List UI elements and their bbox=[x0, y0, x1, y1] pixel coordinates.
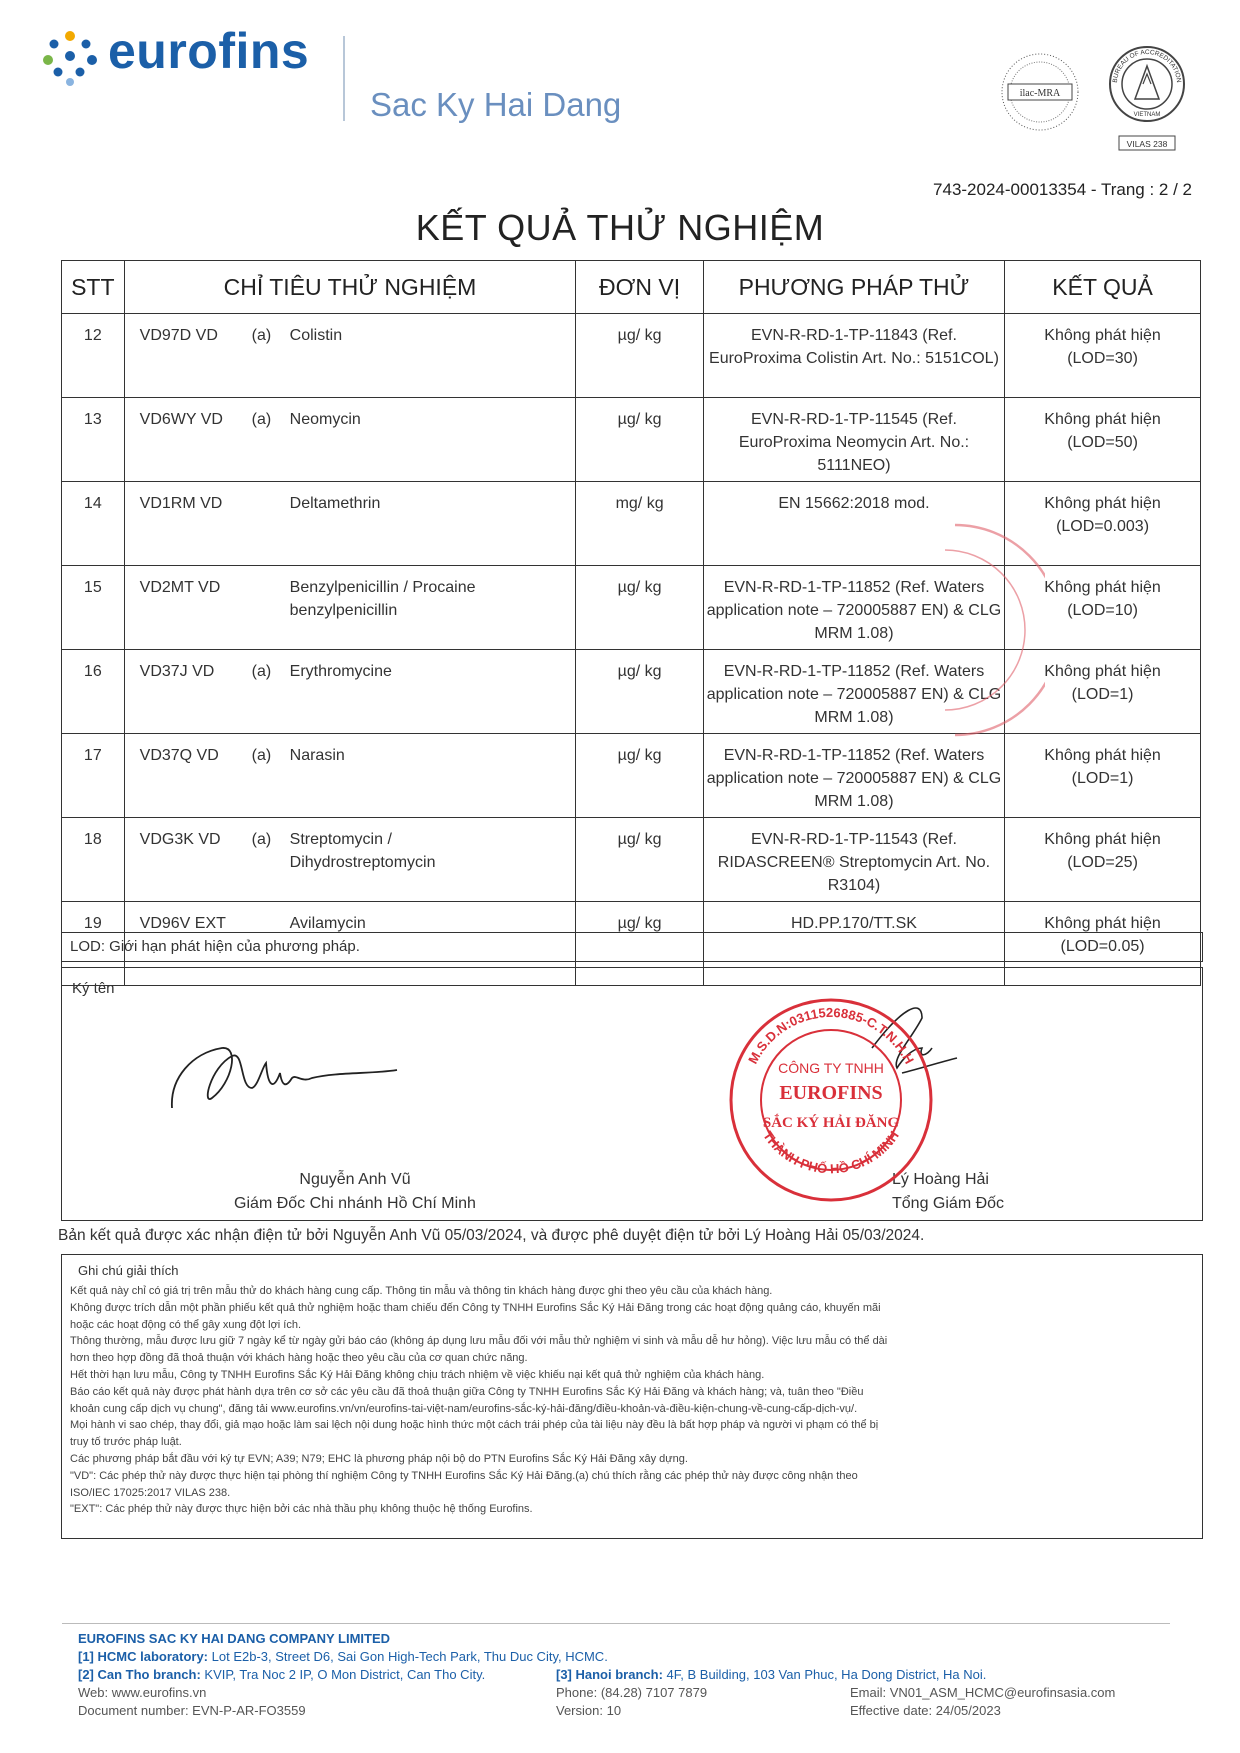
boa-accreditation-seal-icon bbox=[1107, 44, 1187, 156]
cell-test bbox=[124, 398, 576, 482]
note-line: hoặc các hoạt động có thể gây xung đột lợi ích. bbox=[70, 1318, 302, 1331]
footer-cantho-label: [2] Can Tho branch: bbox=[78, 1667, 201, 1682]
svg-text:M.S.D.N:0311526885-C.T.N.H.H bbox=[745, 1005, 917, 1066]
result-lod: (LOD=10) bbox=[1067, 602, 1138, 619]
cell-test bbox=[124, 734, 576, 818]
test-code: VD37Q VD bbox=[139, 747, 219, 764]
table-row bbox=[62, 818, 1201, 902]
eurofins-logo-icon bbox=[40, 28, 100, 88]
svg-text:THÀNH PHỐ HỒ CHÍ MINH bbox=[760, 1128, 902, 1176]
test-code: VD97D VD bbox=[139, 327, 218, 344]
result-lod: (LOD=1) bbox=[1071, 686, 1134, 703]
company-stamp-icon bbox=[726, 995, 936, 1205]
footer-hanoi-label: [3] Hanoi branch: bbox=[556, 1667, 663, 1682]
test-name: Benzylpenicillin / Procaine benzylpenicillin bbox=[289, 579, 476, 619]
result-value: Không phát hiện bbox=[1044, 495, 1161, 512]
cell-method: EVN-R-RD-1-TP-11852 (Ref. Waters application note – 720005887 EN) & CLG MRM 1.08) bbox=[703, 650, 1004, 734]
table-row bbox=[62, 734, 1201, 818]
footer-web: Web: www.eurofins.vn bbox=[78, 1685, 207, 1700]
footer-hanoi-address: 4F, B Building, 103 Van Phuc, Ha Dong District, Ha Noi. bbox=[666, 1667, 987, 1682]
note-line: truy tố trước pháp luật. bbox=[70, 1436, 182, 1449]
notes-section bbox=[61, 1254, 1203, 1539]
footer-phone: Phone: (84.28) 7107 7879 bbox=[556, 1685, 708, 1700]
footer-effective-date: Effective date: 24/05/2023 bbox=[850, 1703, 1001, 1718]
footer-divider bbox=[62, 1623, 1170, 1624]
col-header-method: PHƯƠNG PHÁP THỬ bbox=[703, 261, 1004, 314]
accreditation-mark: (a) bbox=[251, 411, 272, 428]
result-lod: (LOD=0.05) bbox=[1060, 938, 1145, 955]
note-line: Báo cáo kết quả này được phát hành dựa trên cơ sở các yêu cầu đã thoả thuận giữa Công ty TNHH Eurofins Sắc Ký Hải Đăng và khách hàng; và, tuân theo "Điều bbox=[70, 1385, 864, 1398]
footer-version: Version: 10 bbox=[556, 1703, 622, 1718]
electronic-confirmation: Bản kết quả được xác nhận điện tử bởi Nguyễn Anh Vũ 05/03/2024, và được phê duyệt điện tử bởi Lý Hoàng Hải 05/03/2024. bbox=[58, 1227, 925, 1244]
col-header-stt: STT bbox=[62, 261, 125, 314]
cell-test bbox=[124, 314, 576, 398]
stamp-bottom-text: THÀNH PHỐ HỒ CHÍ MINH bbox=[760, 1128, 902, 1177]
cell-result bbox=[1005, 818, 1201, 902]
signer-1-title: Giám Đốc Chi nhánh Hồ Chí Minh bbox=[234, 1195, 476, 1212]
table-header-row bbox=[62, 261, 1201, 314]
notes-title: Ghi chú giải thích bbox=[78, 1263, 179, 1278]
result-lod: (LOD=30) bbox=[1067, 350, 1138, 367]
signer-2-title: Tổng Giám Đốc bbox=[892, 1195, 1005, 1212]
cell-stt: 18 bbox=[62, 818, 125, 902]
signature-section bbox=[61, 967, 1203, 1221]
result-lod: (LOD=1) bbox=[1071, 770, 1134, 787]
note-line: khoản cung cấp dịch vụ chung", đăng tải www.eurofins.vn/vn/eurofins-tai-việt-nam/eurofins-sắc-ký-hải-đăng/điều-khoản-và-điều-kiện-chung-về-cung-cấp-dịch-vụ/. bbox=[70, 1402, 858, 1415]
notes-body bbox=[70, 1283, 1180, 1518]
result-value: Không phát hiện bbox=[1044, 747, 1161, 764]
cell-test bbox=[124, 818, 576, 902]
result-value: Không phát hiện bbox=[1044, 411, 1161, 428]
result-value: Không phát hiện bbox=[1044, 579, 1161, 596]
result-value: Không phát hiện bbox=[1044, 327, 1161, 344]
note-line: Thông thường, mẫu được lưu giữ 7 ngày kể từ ngày gửi báo cáo (không áp dụng lưu mẫu đối với mẫu thử nghiệm vi sinh và mẫu dễ hư hỏng). Việc lưu mẫu có thể dài bbox=[70, 1335, 888, 1348]
cell-unit: µg/ kg bbox=[576, 650, 703, 734]
footer-hanoi bbox=[556, 1667, 986, 1682]
result-lod: (LOD=0.003) bbox=[1056, 518, 1150, 535]
cell-unit: µg/ kg bbox=[576, 314, 703, 398]
footer-hcmc bbox=[78, 1649, 608, 1664]
cell-unit: mg/ kg bbox=[576, 482, 703, 566]
note-line: Không được trích dẫn một phần phiếu kết quả thử nghiệm hoặc tham chiếu đến Công ty TNHH Eurofins Sắc Ký Hải Đăng trong các hoạt động quảng cáo, khuyến mãi bbox=[70, 1301, 881, 1314]
test-code: VDG3K VD bbox=[139, 831, 221, 848]
boa-country: VIETNAM bbox=[1133, 112, 1161, 118]
footer-cantho bbox=[78, 1667, 485, 1682]
test-name: Deltamethrin bbox=[289, 495, 381, 512]
footer-cantho-address: KVIP, Tra Noc 2 IP, O Mon District, Can Tho City. bbox=[204, 1667, 486, 1682]
test-name: Colistin bbox=[289, 327, 343, 344]
footer-email: Email: VN01_ASM_HCMC@eurofinsasia.com bbox=[850, 1685, 1116, 1700]
cell-method: HD.PP.170/TT.SK bbox=[703, 902, 1004, 986]
accreditation-mark: (a) bbox=[251, 831, 272, 848]
test-code: VD37J VD bbox=[139, 663, 215, 680]
cell-test bbox=[124, 482, 576, 566]
result-lod: (LOD=25) bbox=[1067, 854, 1138, 871]
ilac-mra-seal-icon bbox=[998, 50, 1082, 134]
cell-unit: µg/ kg bbox=[576, 398, 703, 482]
note-line: ISO/IEC 17025:2017 VILAS 238. bbox=[70, 1486, 231, 1499]
cell-stt: 12 bbox=[62, 314, 125, 398]
subbrand: Sac Ky Hai Dang bbox=[370, 86, 622, 123]
cell-unit: µg/ kg bbox=[576, 818, 703, 902]
signer-1 bbox=[220, 1168, 490, 1216]
boa-ring-text: BUREAU OF ACCREDITATION bbox=[1111, 48, 1183, 84]
note-line: Mọi hành vi sao chép, thay đổi, giả mạo hoặc làm sai lệch nội dung hoặc hình thức một cách trái phép của tài liệu này đều là bất hợp pháp và người vi phạm có thể bị bbox=[70, 1419, 879, 1432]
result-lod: (LOD=50) bbox=[1067, 434, 1138, 451]
table-row bbox=[62, 398, 1201, 482]
result-value: Không phát hiện bbox=[1044, 915, 1161, 932]
brand-logo-text: eurofins bbox=[108, 23, 310, 79]
test-name: Avilamycin bbox=[289, 915, 366, 932]
signer-2-name: Lý Hoàng Hải bbox=[892, 1171, 989, 1188]
signature-label: Ký tên bbox=[72, 980, 115, 997]
accreditation-mark: (a) bbox=[251, 327, 272, 344]
cell-test bbox=[124, 650, 576, 734]
signature-1-icon bbox=[162, 1028, 402, 1118]
cell-method: EVN-R-RD-1-TP-11843 (Ref. EuroProxima Colistin Art. No.: 5151COL) bbox=[703, 314, 1004, 398]
result-value: Không phát hiện bbox=[1044, 831, 1161, 848]
cell-unit: µg/ kg bbox=[576, 734, 703, 818]
accreditation-mark: (a) bbox=[251, 663, 272, 680]
footer-hcmc-address: Lot E2b-3, Street D6, Sai Gon High-Tech Park, Thu Duc City, HCMC. bbox=[211, 1649, 608, 1664]
note-line: "VD": Các phép thử này được thực hiện tại phòng thí nghiệm Công ty TNHH Eurofins Sắc Ký Hải Đăng.(a) chú thích rằng các phép thử này được công nhận theo bbox=[70, 1469, 858, 1482]
logo-divider bbox=[343, 36, 345, 121]
lod-note: LOD: Giới hạn phát hiện của phương pháp. bbox=[61, 932, 1203, 962]
col-header-result: KẾT QUẢ bbox=[1005, 261, 1201, 314]
test-name: Narasin bbox=[289, 747, 345, 764]
note-line: hơn theo hợp đồng đã thoả thuận với khách hàng hoặc theo yêu cầu của cơ quan chức năng. bbox=[70, 1352, 528, 1365]
note-line: Các phương pháp bắt đầu với ký tự EVN; A39; N79; EHC là phương pháp nội bộ do PTN Eurofins Sắc Ký Hải Đăng xây dựng. bbox=[70, 1452, 688, 1465]
stamp-line-1: CÔNG TY TNHH bbox=[778, 1060, 884, 1076]
footer-document-number: Document number: EVN-P-AR-FO3559 bbox=[78, 1703, 306, 1718]
accreditation-mark: (a) bbox=[251, 747, 272, 764]
stamp-line-2: EUROFINS bbox=[779, 1082, 883, 1104]
partial-stamp-icon bbox=[945, 520, 1045, 740]
ilac-text: ilac-MRA bbox=[1019, 88, 1061, 99]
cell-stt: 14 bbox=[62, 482, 125, 566]
cell-method: EVN-R-RD-1-TP-11852 (Ref. Waters application note – 720005887 EN) & CLG MRM 1.08) bbox=[703, 566, 1004, 650]
test-code: VD1RM VD bbox=[139, 495, 223, 512]
col-header-unit: ĐƠN VỊ bbox=[576, 261, 703, 314]
document-number: 743-2024-00013354 - Trang : 2 / 2 bbox=[933, 180, 1192, 199]
table-row bbox=[62, 314, 1201, 398]
signer-1-name: Nguyễn Anh Vũ bbox=[299, 1171, 411, 1188]
test-name: Streptomycin / Dihydrostreptomycin bbox=[289, 831, 436, 871]
cell-result bbox=[1005, 398, 1201, 482]
footer-hcmc-label: [1] HCMC laboratory: bbox=[78, 1649, 209, 1664]
cell-method: EN 15662:2018 mod. bbox=[703, 482, 1004, 566]
note-line: Hết thời hạn lưu mẫu, Công ty TNHH Eurofins Sắc Ký Hải Đăng không chịu trách nhiệm về việc khiếu nại kết quả thử nghiệm của khách hàng. bbox=[70, 1368, 765, 1381]
col-header-test: CHỈ TIÊU THỬ NGHIỆM bbox=[124, 261, 576, 314]
note-line: "EXT": Các phép thử này được thực hiện bởi các nhà thầu phụ không thuộc hệ thống Eurofins. bbox=[70, 1503, 533, 1516]
cell-method: EVN-R-RD-1-TP-11543 (Ref. RIDASCREEN® Streptomycin Art. No. R3104) bbox=[703, 818, 1004, 902]
note-line: Kết quả này chỉ có giá trị trên mẫu thử do khách hàng cung cấp. Thông tin mẫu và thông tin khách hàng được ghi theo yêu cầu của khách hàng. bbox=[70, 1285, 773, 1297]
test-name: Erythromycine bbox=[289, 663, 392, 680]
cell-stt: 13 bbox=[62, 398, 125, 482]
test-code: VD96V EXT bbox=[139, 915, 226, 932]
cell-method: EVN-R-RD-1-TP-11852 (Ref. Waters application note – 720005887 EN) & CLG MRM 1.08) bbox=[703, 734, 1004, 818]
cell-stt: 15 bbox=[62, 566, 125, 650]
cell-stt: 19 bbox=[62, 902, 125, 986]
cell-result bbox=[1005, 734, 1201, 818]
test-code: VD2MT VD bbox=[139, 579, 221, 596]
stamp-ring-text: M.S.D.N:0311526885-C.T.N.H.H bbox=[745, 1004, 917, 1067]
test-code: VD6WY VD bbox=[139, 411, 223, 428]
cell-method: EVN-R-RD-1-TP-11545 (Ref. EuroProxima Neomycin Art. No.: 5111NEO) bbox=[703, 398, 1004, 482]
vilas-badge: VILAS 238 bbox=[1126, 139, 1168, 149]
stamp-line-3: SẮC KÝ HẢI ĐĂNG bbox=[762, 1115, 900, 1131]
cell-unit: µg/ kg bbox=[576, 902, 703, 986]
footer-company: EUROFINS SAC KY HAI DANG COMPANY LIMITED bbox=[78, 1631, 391, 1646]
cell-result bbox=[1005, 314, 1201, 398]
cell-stt: 17 bbox=[62, 734, 125, 818]
page-title: KẾT QUẢ THỬ NGHIỆM bbox=[415, 207, 825, 248]
test-name: Neomycin bbox=[289, 411, 361, 428]
cell-unit: µg/ kg bbox=[576, 566, 703, 650]
cell-test bbox=[124, 566, 576, 650]
result-value: Không phát hiện bbox=[1044, 663, 1161, 680]
cell-stt: 16 bbox=[62, 650, 125, 734]
